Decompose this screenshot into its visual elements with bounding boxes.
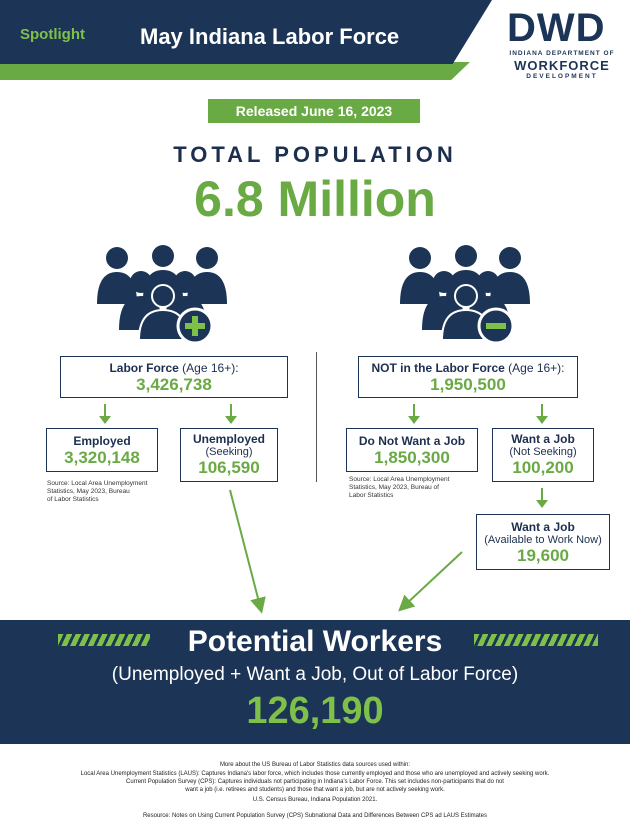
available-sub: (Available to Work Now) [484, 534, 602, 546]
footer-line-4: want a job (i.e. retirees and students) and those that want a job, but are not actively seeking work. [185, 787, 445, 793]
labor-force-age: (Age 16+): [178, 361, 239, 375]
total-population-label: TOTAL POPULATION [173, 142, 457, 167]
do-not-want-job-value: 1,850,300 [374, 448, 450, 467]
source-line: of Labor Statistics [47, 496, 99, 503]
employed-value: 3,320,148 [64, 448, 140, 467]
not-labor-force-value: 1,950,500 [430, 375, 506, 394]
dwd-logo: DWD [507, 6, 606, 50]
page-title: May Indiana Labor Force [140, 24, 400, 49]
logo-line3: DEVELOPMENT [526, 73, 598, 80]
footer-resource: Resource: Notes on Using Current Population Survey (CPS) Subnational Data and Differences Between CPS ad LAUS Estimates [142, 813, 488, 819]
footer-line-5: U.S. Census Bureau, Indiana Population 2021. [252, 797, 378, 803]
do-not-want-job-label: Do Not Want a Job [358, 434, 466, 448]
want-job-value: 100,200 [512, 458, 574, 477]
arrow-unemployed-to-potential [230, 490, 260, 606]
source-line: Source: Local Area Unemployment [349, 476, 450, 483]
potential-workers-subtitle: (Unemployed + Want a Job, Out of Labor Force) [111, 664, 519, 685]
employed-label: Employed [73, 434, 131, 448]
arrow-available-to-potential [404, 552, 462, 606]
not-labor-force-age: (Age 16+): [504, 361, 565, 375]
potential-workers-value: 126,190 [246, 690, 384, 732]
want-job-label: Want a Job [511, 432, 575, 446]
total-population-value: 6.8 Million [194, 171, 436, 227]
available-label: Want a Job [511, 520, 575, 534]
logo-line2: WORKFORCE [514, 58, 610, 73]
want-job-sub: (Not Seeking) [509, 446, 577, 458]
source-line: Statistics, May 2023, Bureau [47, 488, 130, 495]
footer-line-1: More about the US Bureau of Labor Statistics data sources used within: [219, 762, 411, 768]
source-line: Source: Local Area Unemployment [47, 480, 148, 487]
unemployed-label: Unemployed [192, 432, 265, 446]
not-labor-force-label: NOT in the Labor Force [371, 361, 505, 375]
available-value: 19,600 [517, 546, 569, 565]
labor-force-label: Labor Force [109, 361, 179, 375]
logo-line1: INDIANA DEPARTMENT OF [509, 50, 615, 57]
potential-workers-title: Potential Workers [187, 625, 443, 658]
labor-force-value: 3,426,738 [136, 375, 212, 394]
source-line: Statistics, May 2023, Bureau of [349, 484, 439, 491]
unemployed-value: 106,590 [198, 458, 260, 477]
footer-line-2: Local Area Unemployment Statistics (LAUS): Captures Indiana's labor force, which includes those currently employed and those who are unemployed and actively seeking work. [80, 771, 550, 777]
source-line: Labor Statistics [349, 492, 394, 499]
unemployed-sub: (Seeking) [205, 446, 253, 458]
release-date: Released June 16, 2023 [208, 99, 420, 123]
spotlight-label: Spotlight [20, 26, 85, 43]
footer-line-3: Current Population Survey (CPS): Captures individuals not participating in Indiana's Labor Force. This set includes non-participants that do not [126, 779, 504, 785]
